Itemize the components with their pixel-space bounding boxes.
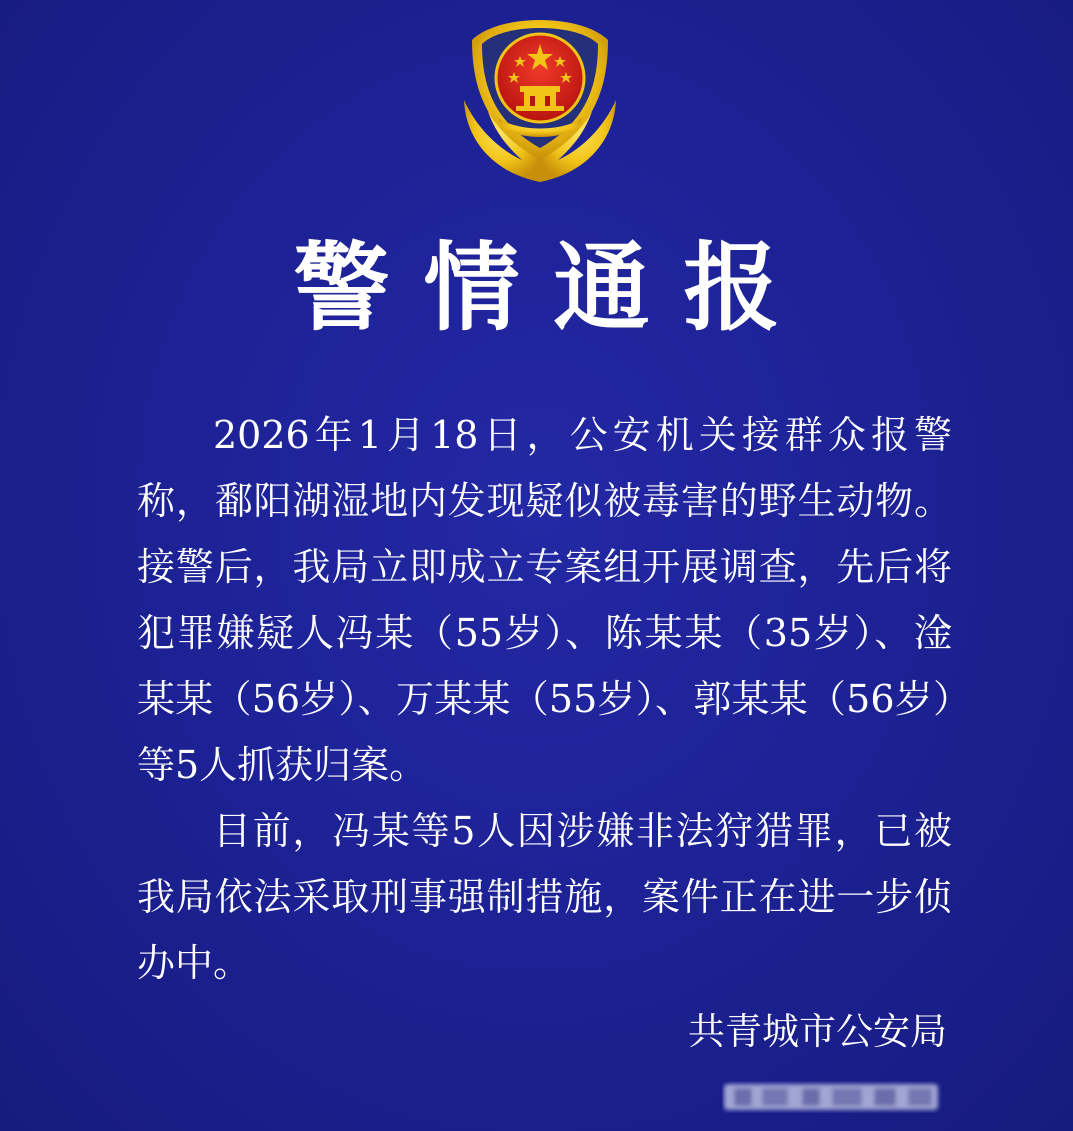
- notice-paragraph: 2026年1月18日，公安机关接群众报警称，鄱阳湖湿地内发现疑似被毒害的野生动物。接警后，我局立即成立专案组开展调查，先后将犯罪嫌疑人冯某（55岁）、陈某某（35岁）、淦某某（56岁）、万某某（55岁）、郭某某（56岁）等5人抓获归案。: [137, 413, 952, 787]
- issuer-signature: 共青城市公安局: [688, 1010, 947, 1053]
- notice-title: 警情通报: [293, 231, 814, 344]
- redacted-date: [722, 1080, 944, 1114]
- police-badge-icon: [458, 14, 622, 186]
- notice-paragraph: 目前，冯某等5人因涉嫌非法狩猎罪，已被我局依法采取刑事强制措施，案件正在进一步侦办中。: [137, 809, 952, 985]
- notice-body: [137, 402, 952, 996]
